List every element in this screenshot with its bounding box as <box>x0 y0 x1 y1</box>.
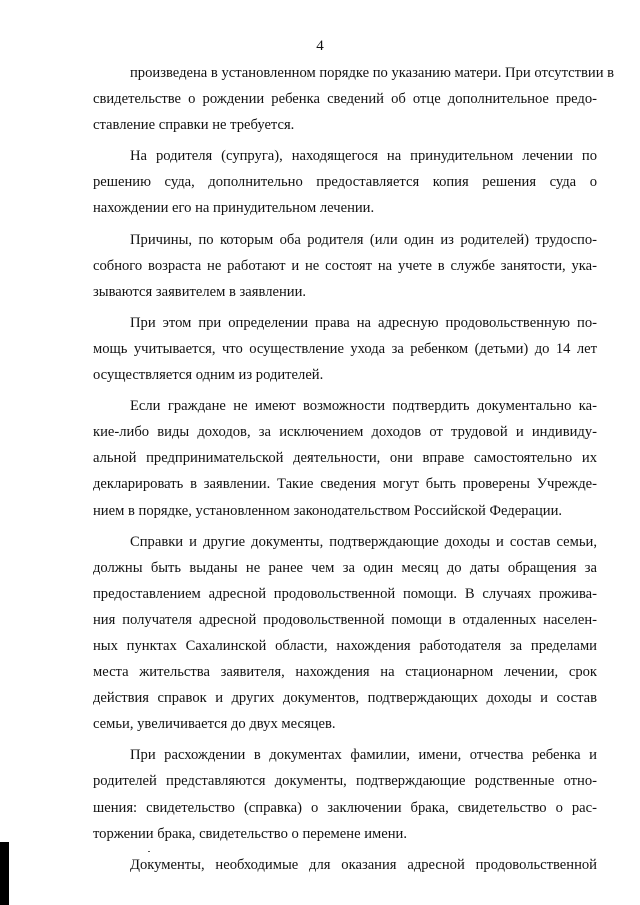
text-line: решению суда, дополнительно предоставляется копия решения суда о <box>93 174 597 191</box>
text-line: кие-либо виды доходов, за исключением доходов от трудовой и индивиду- <box>93 424 597 441</box>
text-line: ставление справки не требуется. <box>93 117 295 134</box>
page-number: 4 <box>316 38 324 54</box>
scan-speck <box>148 851 150 852</box>
paragraph <box>93 393 597 523</box>
text-line: При расхождении в документах фамилии, имени, отчества ребенка и <box>130 747 597 764</box>
text-line: шения: свидетельство (справка) о заключении брака, свидетельство о рас- <box>93 799 597 816</box>
text-line: места жительства заявителя, нахождения на стационарном лечении, срок <box>93 664 597 681</box>
text-line: При этом при определении права на адресную продовольственную по- <box>130 314 597 331</box>
text-line: мощь учитывается, что осуществление ухода за ребенком (детьми) до 14 лет <box>93 340 597 357</box>
text-line: нием в порядке, установленном законодательством Российской Федерации. <box>93 502 563 519</box>
paragraph <box>93 310 597 388</box>
text-line: действия справок и других документов, подтверждающих доходы и состав <box>93 690 597 707</box>
scan-edge-mark <box>0 842 9 905</box>
text-line: Документы, необходимые для оказания адресной продовольственной <box>130 856 597 873</box>
text-line: Если граждане не имеют возможности подтвердить документально ка- <box>130 398 597 415</box>
text-line: семьи, увеличивается до двух месяцев. <box>93 716 336 733</box>
document-body <box>93 60 615 883</box>
paragraph <box>93 852 597 878</box>
text-line: Справки и другие документы, подтверждающие доходы и состав семьи, <box>130 533 597 550</box>
text-line: ния получателя адресной продовольственной помощи в отдаленных населен- <box>93 611 597 628</box>
paragraph <box>93 143 597 221</box>
text-line: Причины, по которым оба родителя (или один из родителей) трудоспо- <box>130 231 597 248</box>
text-line: декларировать в заявлении. Такие сведения могут быть проверены Учрежде- <box>93 476 597 493</box>
text-line: осуществляется одним из родителей. <box>93 367 324 384</box>
text-line: альной предпринимательской деятельности, они вправе самостоятельно их <box>93 450 597 467</box>
text-line: ных пунктах Сахалинской области, нахождения работодателя за пределами <box>93 637 597 654</box>
paragraph <box>93 227 597 305</box>
paragraph <box>93 742 597 846</box>
text-line: родителей представляются документы, подтверждающие родственные отно- <box>93 773 597 790</box>
text-line: На родителя (супруга), находящегося на принудительном лечении по <box>130 148 597 165</box>
paragraph <box>93 529 597 738</box>
paragraph <box>93 60 615 138</box>
text-line: собного возраста не работают и не состоят на учете в службе занятости, ука- <box>93 257 597 274</box>
text-line: зываются заявителем в заявлении. <box>93 283 307 300</box>
text-line: торжении брака, свидетельство о перемене имени. <box>93 825 407 842</box>
text-line: нахождении его на принудительном лечении. <box>93 200 375 217</box>
text-line: свидетельстве о рождении ребенка сведений об отце дополнительное предо- <box>93 91 597 108</box>
text-line: произведена в установленном порядке по указанию матери. При отсутствии в <box>130 65 615 81</box>
text-line: должны быть выданы не ранее чем за один месяц до даты обращения за <box>93 559 597 576</box>
text-line: предоставлением адресной продовольственной помощи. В случаях прожива- <box>93 585 597 602</box>
